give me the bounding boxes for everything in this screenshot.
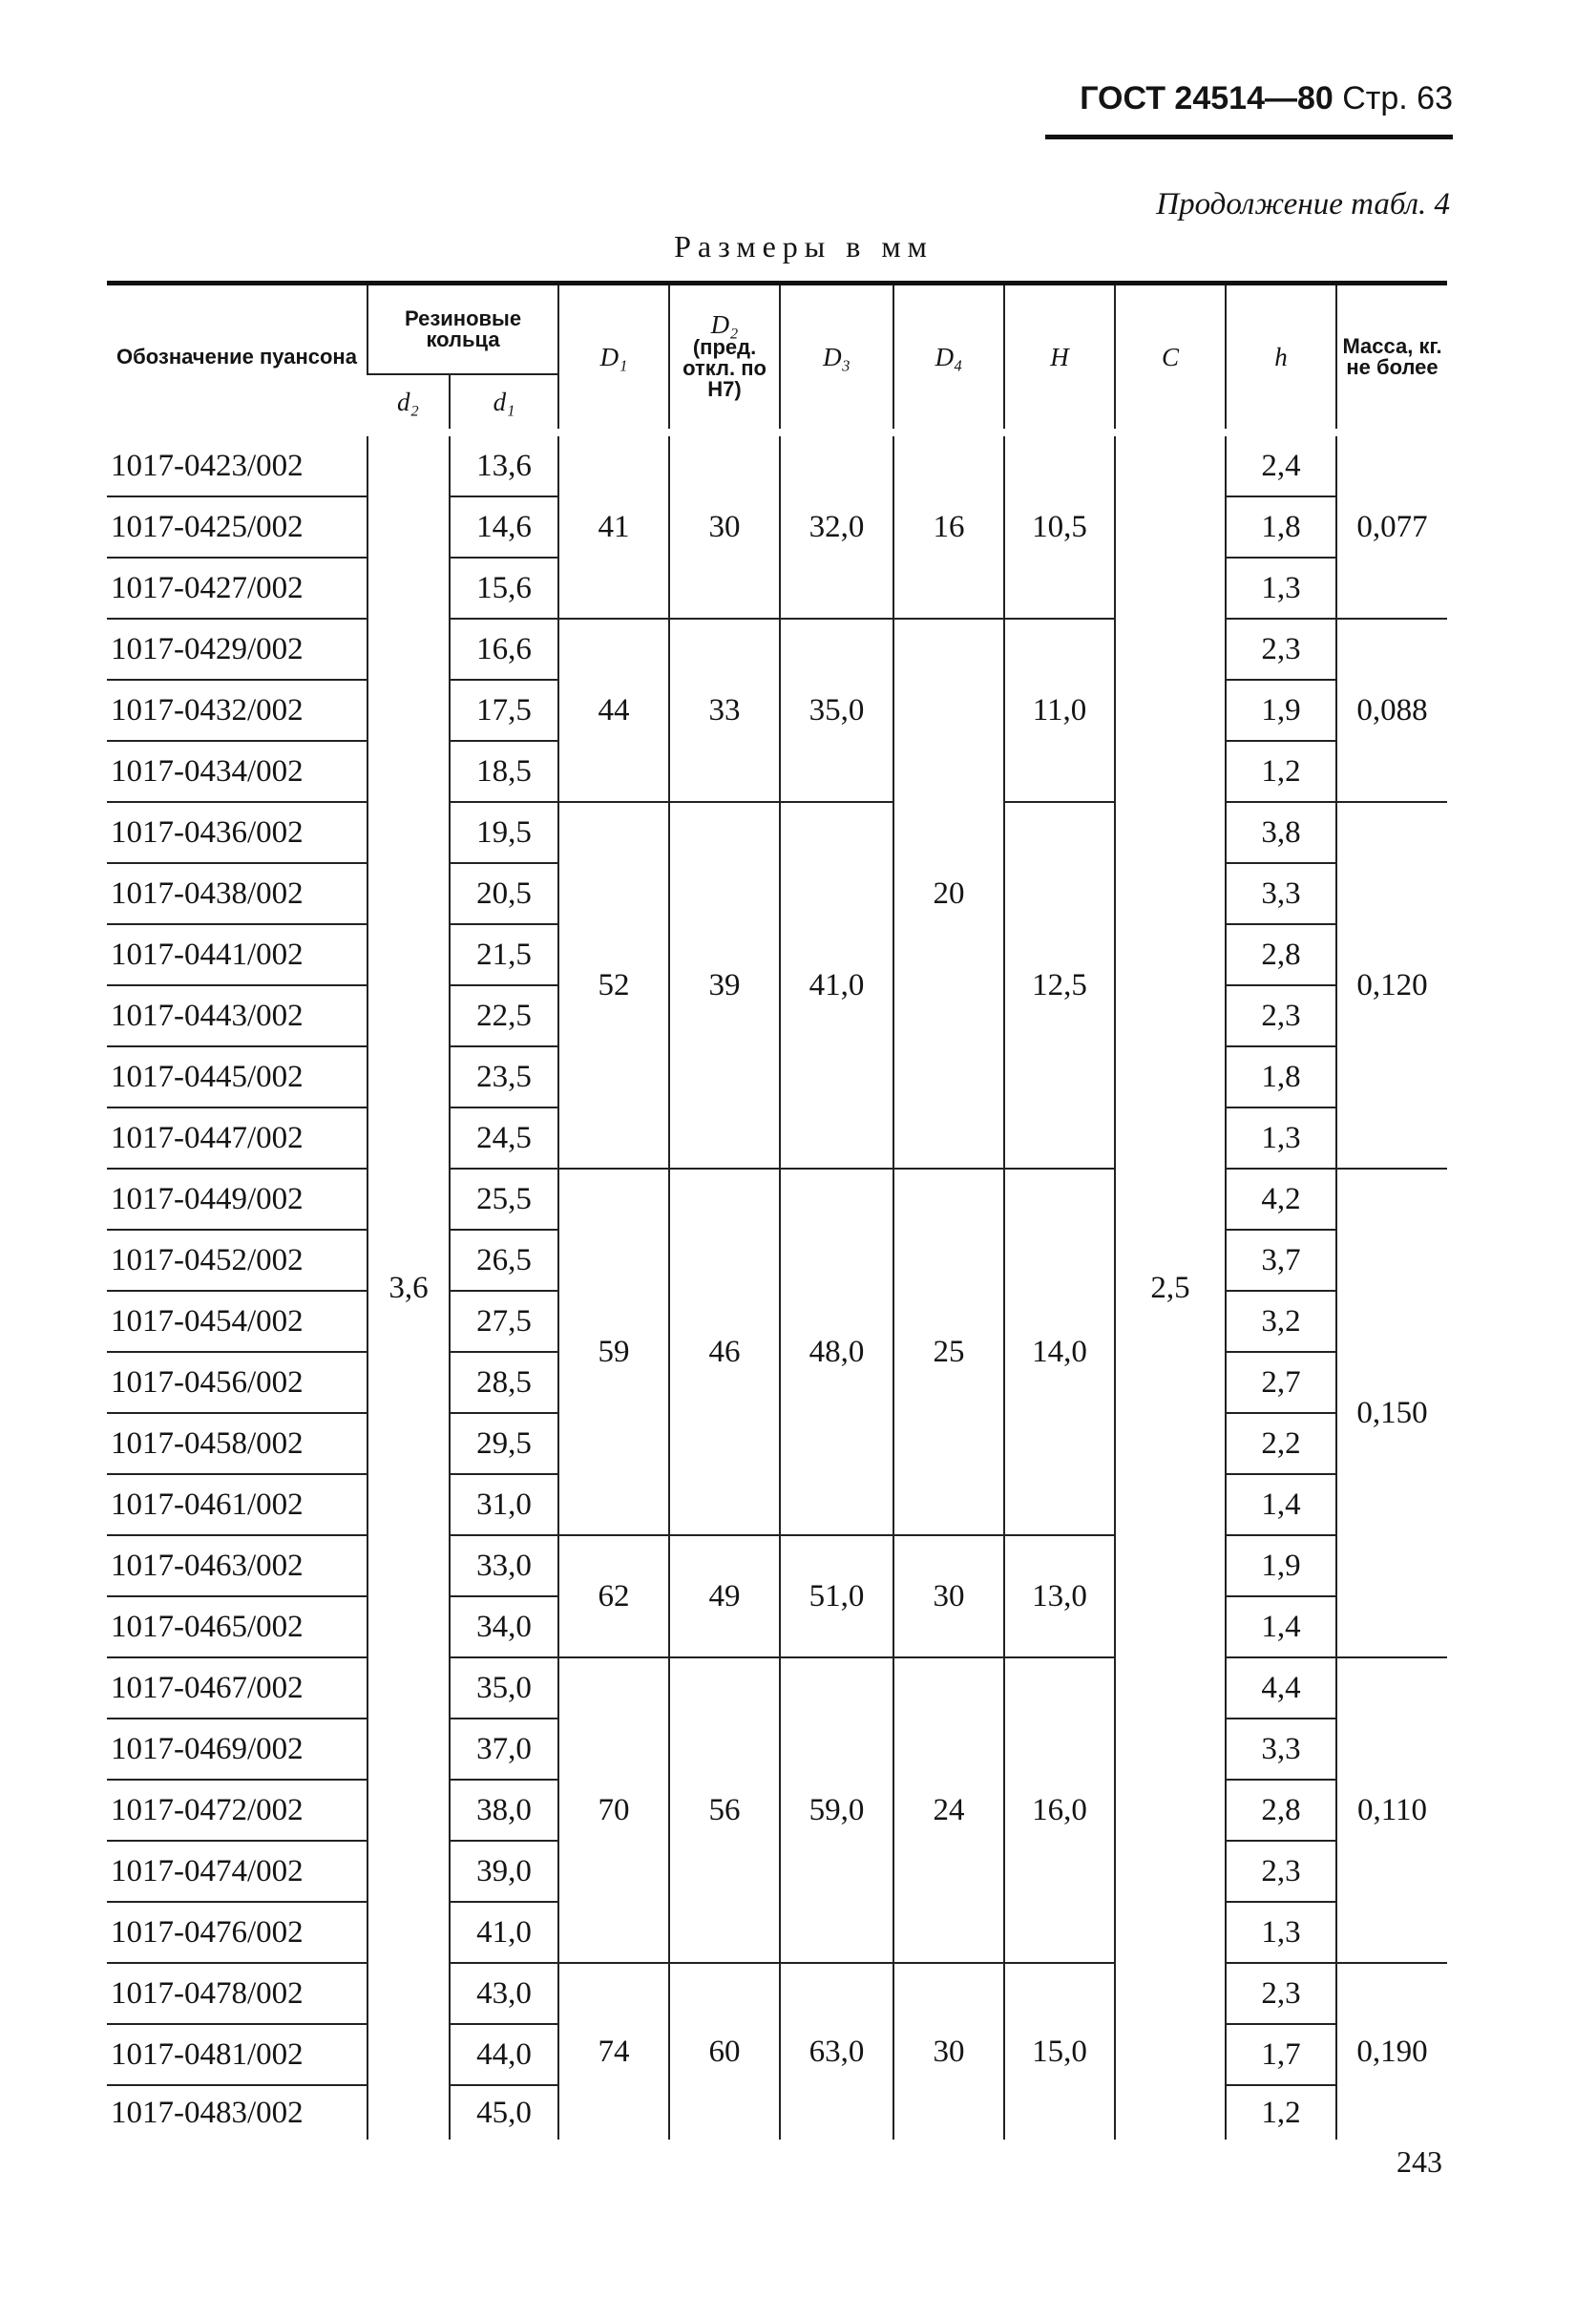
designation-cell: 1017-0445/002 <box>107 1046 368 1107</box>
d1-cell: 25,5 <box>450 1169 558 1230</box>
table-row <box>107 432 1447 496</box>
h-cell: 3,3 <box>1226 863 1336 924</box>
mass-cell: 0,077 <box>1336 432 1447 619</box>
h-cell: 1,3 <box>1226 558 1336 619</box>
designation-cell: 1017-0469/002 <box>107 1719 368 1780</box>
h-cell: 2,3 <box>1226 1841 1336 1902</box>
D1-cell: 59 <box>558 1169 669 1535</box>
table-continuation-label: Продолжение табл. 4 <box>1156 187 1450 221</box>
designation-cell: 1017-0434/002 <box>107 741 368 802</box>
designation-cell: 1017-0458/002 <box>107 1413 368 1474</box>
D1-cell: 70 <box>558 1657 669 1963</box>
d1-cell: 34,0 <box>450 1596 558 1657</box>
h-cell: 2,3 <box>1226 985 1336 1046</box>
designation-cell: 1017-0423/002 <box>107 432 368 496</box>
col-d2: d₂ <box>368 374 450 432</box>
d1-cell: 14,6 <box>450 496 558 558</box>
D3-cell: 48,0 <box>780 1169 893 1535</box>
col-D2-symbol: D₂ <box>710 310 739 339</box>
col-mass: Масса, кг. не более <box>1336 284 1447 433</box>
units-caption: Размеры в мм <box>674 229 934 264</box>
h-cell: 2,2 <box>1226 1413 1336 1474</box>
designation-cell: 1017-0441/002 <box>107 924 368 985</box>
header-rule <box>1045 135 1453 139</box>
d1-cell: 17,5 <box>450 680 558 741</box>
d1-cell: 13,6 <box>450 432 558 496</box>
page-label: Стр. 63 <box>1342 80 1453 116</box>
D2-cell: 60 <box>669 1963 780 2140</box>
designation-cell: 1017-0476/002 <box>107 1902 368 1963</box>
H-cell: 14,0 <box>1004 1169 1115 1535</box>
h-cell: 2,4 <box>1226 432 1336 496</box>
col-D4: D₄ <box>893 284 1004 433</box>
d1-cell: 15,6 <box>450 558 558 619</box>
designation-cell: 1017-0425/002 <box>107 496 368 558</box>
designation-cell: 1017-0483/002 <box>111 2095 304 2130</box>
d2-cell: 3,6 <box>368 432 450 2140</box>
D1-cell: 44 <box>558 619 669 802</box>
designation-cell: 1017-0449/002 <box>107 1169 368 1230</box>
table-row <box>107 1657 1447 1719</box>
designation-cell: 1017-0443/002 <box>107 985 368 1046</box>
D1-cell: 41 <box>558 432 669 619</box>
col-rubber-rings: Резиновые кольца <box>368 284 558 375</box>
D1-cell: 62 <box>558 1535 669 1657</box>
D4-cell: 20 <box>893 619 1004 1169</box>
d1-cell: 16,6 <box>450 619 558 680</box>
D2-cell: 39 <box>669 802 780 1169</box>
h-cell: 1,3 <box>1226 1902 1336 1963</box>
designation-cell: 1017-0438/002 <box>107 863 368 924</box>
col-d1: d₁ <box>450 374 558 432</box>
designation-cell: 1017-0474/002 <box>107 1841 368 1902</box>
H-cell: 11,0 <box>1004 619 1115 802</box>
D4-cell: 25 <box>893 1169 1004 1535</box>
D4-cell: 24 <box>893 1657 1004 1963</box>
col-D2 <box>669 284 780 433</box>
h-cell: 2,3 <box>1226 619 1336 680</box>
d1-cell: 19,5 <box>450 802 558 863</box>
D2-cell: 46 <box>669 1169 780 1535</box>
d1-cell: 45,0 <box>450 2085 558 2140</box>
d1-cell: 20,5 <box>450 863 558 924</box>
designation-cell: 1017-0472/002 <box>107 1780 368 1841</box>
D1-cell: 74 <box>558 1963 669 2140</box>
col-h: h <box>1226 284 1336 433</box>
h-cell: 1,4 <box>1226 1596 1336 1657</box>
mass-cell: 0,150 <box>1336 1169 1447 1657</box>
h-cell: 1,8 <box>1226 1046 1336 1107</box>
designation-cell: 1017-0467/002 <box>107 1657 368 1719</box>
D1-cell: 52 <box>558 802 669 1169</box>
designation-cell: 1017-0461/002 <box>107 1474 368 1535</box>
h-cell: 3,3 <box>1226 1719 1336 1780</box>
table-row <box>107 1535 1447 1596</box>
h-cell: 1,2 <box>1226 2085 1336 2140</box>
d1-cell: 21,5 <box>450 924 558 985</box>
d1-cell: 41,0 <box>450 1902 558 1963</box>
d1-cell: 37,0 <box>450 1719 558 1780</box>
H-cell: 16,0 <box>1004 1657 1115 1963</box>
h-cell: 1,7 <box>1226 2024 1336 2085</box>
h-cell: 1,4 <box>1226 1474 1336 1535</box>
d1-cell: 38,0 <box>450 1780 558 1841</box>
table-row <box>107 1963 1447 2024</box>
h-cell: 3,8 <box>1226 802 1336 863</box>
d1-cell: 18,5 <box>450 741 558 802</box>
D2-cell: 33 <box>669 619 780 802</box>
designation-cell: 1017-0456/002 <box>107 1352 368 1413</box>
h-cell: 4,4 <box>1226 1657 1336 1719</box>
designation-cell: 1017-0447/002 <box>107 1107 368 1169</box>
d1-cell: 23,5 <box>450 1046 558 1107</box>
col-H: H <box>1004 284 1115 433</box>
D4-cell: 30 <box>893 1535 1004 1657</box>
d1-cell: 43,0 <box>450 1963 558 2024</box>
d1-cell: 24,5 <box>450 1107 558 1169</box>
d1-cell: 28,5 <box>450 1352 558 1413</box>
d1-cell: 39,0 <box>450 1841 558 1902</box>
mass-cell: 0,110 <box>1336 1657 1447 1963</box>
designation-cell: 1017-0481/002 <box>107 2024 368 2085</box>
mass-cell: 0,190 <box>1336 1963 1447 2140</box>
h-cell: 1,9 <box>1226 1535 1336 1596</box>
table-row <box>107 1169 1447 1230</box>
table-row <box>107 802 1447 863</box>
h-cell: 2,7 <box>1226 1352 1336 1413</box>
h-cell: 3,2 <box>1226 1291 1336 1352</box>
D4-cell: 16 <box>893 432 1004 619</box>
designation-cell: 1017-0452/002 <box>107 1230 368 1291</box>
col-designation: Обозначение пуансона <box>107 284 368 433</box>
h-cell: 1,3 <box>1226 1107 1336 1169</box>
C-cell: 2,5 <box>1115 432 1226 2140</box>
designation-cell: 1017-0465/002 <box>107 1596 368 1657</box>
h-cell: 2,8 <box>1226 1780 1336 1841</box>
designation-cell: 1017-0427/002 <box>107 558 368 619</box>
D3-cell: 59,0 <box>780 1657 893 1963</box>
designation-cell: 1017-0436/002 <box>107 802 368 863</box>
col-D3: D₃ <box>780 284 893 433</box>
D2-cell: 30 <box>669 432 780 619</box>
d1-cell: 29,5 <box>450 1413 558 1474</box>
D3-cell: 63,0 <box>780 1963 893 2140</box>
h-cell: 2,8 <box>1226 924 1336 985</box>
designation-cell: 1017-0463/002 <box>107 1535 368 1596</box>
D3-cell: 32,0 <box>780 432 893 619</box>
D3-cell: 51,0 <box>780 1535 893 1657</box>
D3-cell: 35,0 <box>780 619 893 802</box>
page-header <box>1080 80 1453 117</box>
col-D1: D₁ <box>558 284 669 433</box>
D2-cell: 49 <box>669 1535 780 1657</box>
col-D2-note: (пред. откл. по Н7) <box>682 335 766 401</box>
mass-cell: 0,120 <box>1336 802 1447 1169</box>
h-cell: 3,7 <box>1226 1230 1336 1291</box>
designation-cell: 1017-0429/002 <box>107 619 368 680</box>
H-cell: 13,0 <box>1004 1535 1115 1657</box>
d1-cell: 44,0 <box>450 2024 558 2085</box>
mass-cell: 0,088 <box>1336 619 1447 802</box>
h-cell: 4,2 <box>1226 1169 1336 1230</box>
H-cell: 12,5 <box>1004 802 1115 1169</box>
designation-cell: 1017-0432/002 <box>107 680 368 741</box>
designation-cell: 1017-0478/002 <box>107 1963 368 2024</box>
d1-cell: 35,0 <box>450 1657 558 1719</box>
d1-cell: 26,5 <box>450 1230 558 1291</box>
page-number: 243 <box>1396 2144 1442 2179</box>
H-cell: 10,5 <box>1004 432 1115 619</box>
H-cell: 15,0 <box>1004 1963 1115 2140</box>
D3-cell: 41,0 <box>780 802 893 1169</box>
D2-cell: 56 <box>669 1657 780 1963</box>
d1-cell: 27,5 <box>450 1291 558 1352</box>
h-cell: 2,3 <box>1226 1963 1336 2024</box>
table-row <box>107 619 1447 680</box>
d1-cell: 22,5 <box>450 985 558 1046</box>
standard-number: ГОСТ 24514—80 <box>1080 80 1334 116</box>
d1-cell: 31,0 <box>450 1474 558 1535</box>
h-cell: 1,2 <box>1226 741 1336 802</box>
designation-cell: 1017-0454/002 <box>107 1291 368 1352</box>
h-cell: 1,9 <box>1226 680 1336 741</box>
D4-cell: 30 <box>893 1963 1004 2140</box>
punch-dimensions-table <box>107 281 1447 2140</box>
h-cell: 1,8 <box>1226 496 1336 558</box>
col-C: C <box>1115 284 1226 433</box>
d1-cell: 33,0 <box>450 1535 558 1596</box>
